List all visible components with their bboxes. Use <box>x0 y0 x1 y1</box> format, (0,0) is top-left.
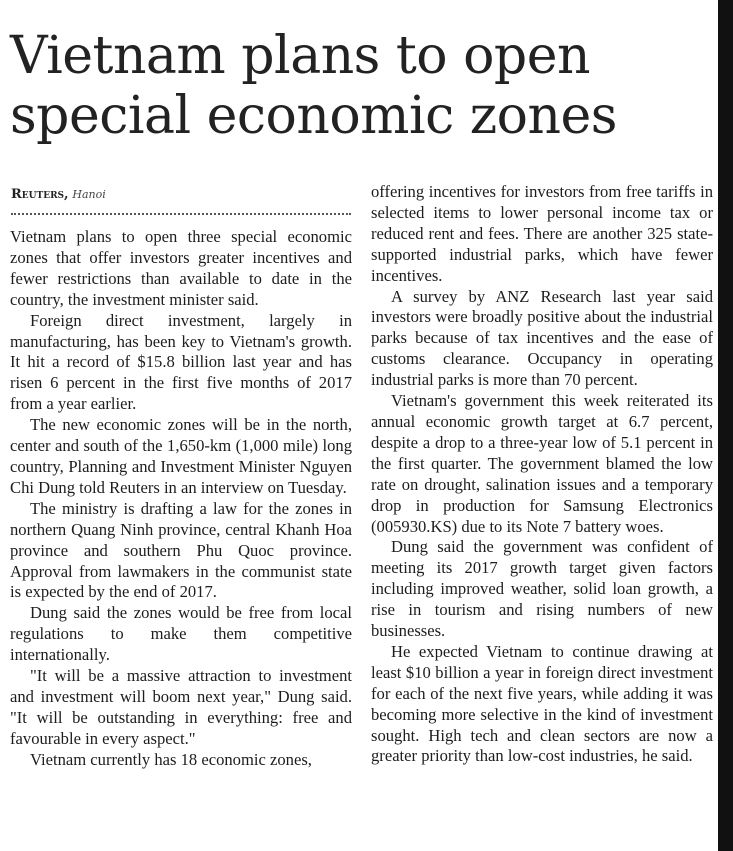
paragraph: The new economic zones will be in the north, center and south of the 1,650-km (1,000 mile) long country, Planning and Investment Minister Nguyen Chi Dung told Reuters in an interview on Tuesday. <box>10 415 352 497</box>
byline-divider <box>11 213 351 215</box>
paragraph: A survey by ANZ Research last year said investors were broadly positive about the industrial parks because of tax incentives and the ease of customs clearance. Occupancy in operating industrial parks is more than 70 percent. <box>371 286 713 390</box>
headline-line-1: Vietnam plans to open <box>10 26 590 86</box>
paragraph: offering incentives for investors from free tariffs in selected items to lower personal income tax or reduced rent and fees. There are another 325 state-supported industrial parks, which have fewer incentives. <box>371 182 713 285</box>
paragraph: The ministry is drafting a law for the zones in northern Quang Ninh province, central Khanh Hoa province and southern Phu Quoc province. Approval from lawmakers in the communist state is expected by the end of 2017. <box>10 498 352 602</box>
paragraph: Vietnam plans to open three special economic zones that offer investors greater incentives and fewer restrictions than available to date in the country, the investment minister said. <box>10 227 352 309</box>
headline <box>10 26 716 146</box>
paragraph: Vietnam currently has 18 economic zones, <box>30 749 312 769</box>
article-column-2 <box>371 182 713 767</box>
paragraph: "It will be a massive attraction to investment and investment will boom next year," Dung said. "It will be outstanding in everything: free and favourable in every aspect." <box>10 666 352 748</box>
paragraph: Dung said the zones would be free from local regulations to make them competitive internationally. <box>10 603 352 665</box>
paragraph: Vietnam's government this week reiterated its annual economic growth target at 6.7 percent, despite a drop to a three-year low of 5.1 percent in the first quarter. The government blamed the low rate on drought, salination issues and a temporary drop in production for Samsung Electronics (005930.KS) due to its Note 7 battery woes. <box>371 391 713 536</box>
byline-city: Hanoi <box>72 188 106 201</box>
page-edge-bar <box>718 0 733 851</box>
paragraph: He expected Vietnam to continue drawing at least $10 billion a year in foreign direct investment for each of the next five years, while adding it was becoming more selective in the kind of investment sought. High tech and clean sectors are now a greater priority than low-cost industries, he said. <box>371 641 713 766</box>
byline-agency: Reuters, <box>11 187 69 202</box>
headline-line-2: special economic zones <box>10 86 617 146</box>
paragraph: Dung said the government was confident of meeting its 2017 growth target given factors including improved weather, solid loan growth, a rise in tourism and rising numbers of new businesses. <box>371 537 713 641</box>
paragraph: Foreign direct investment, largely in manufacturing, has been key to Vietnam's growth. It hit a record of $15.8 billion last year and has risen 6 percent in the first five months of 2017 from a year earlier. <box>10 310 352 414</box>
article-column-1 <box>10 227 352 771</box>
byline <box>11 186 351 203</box>
